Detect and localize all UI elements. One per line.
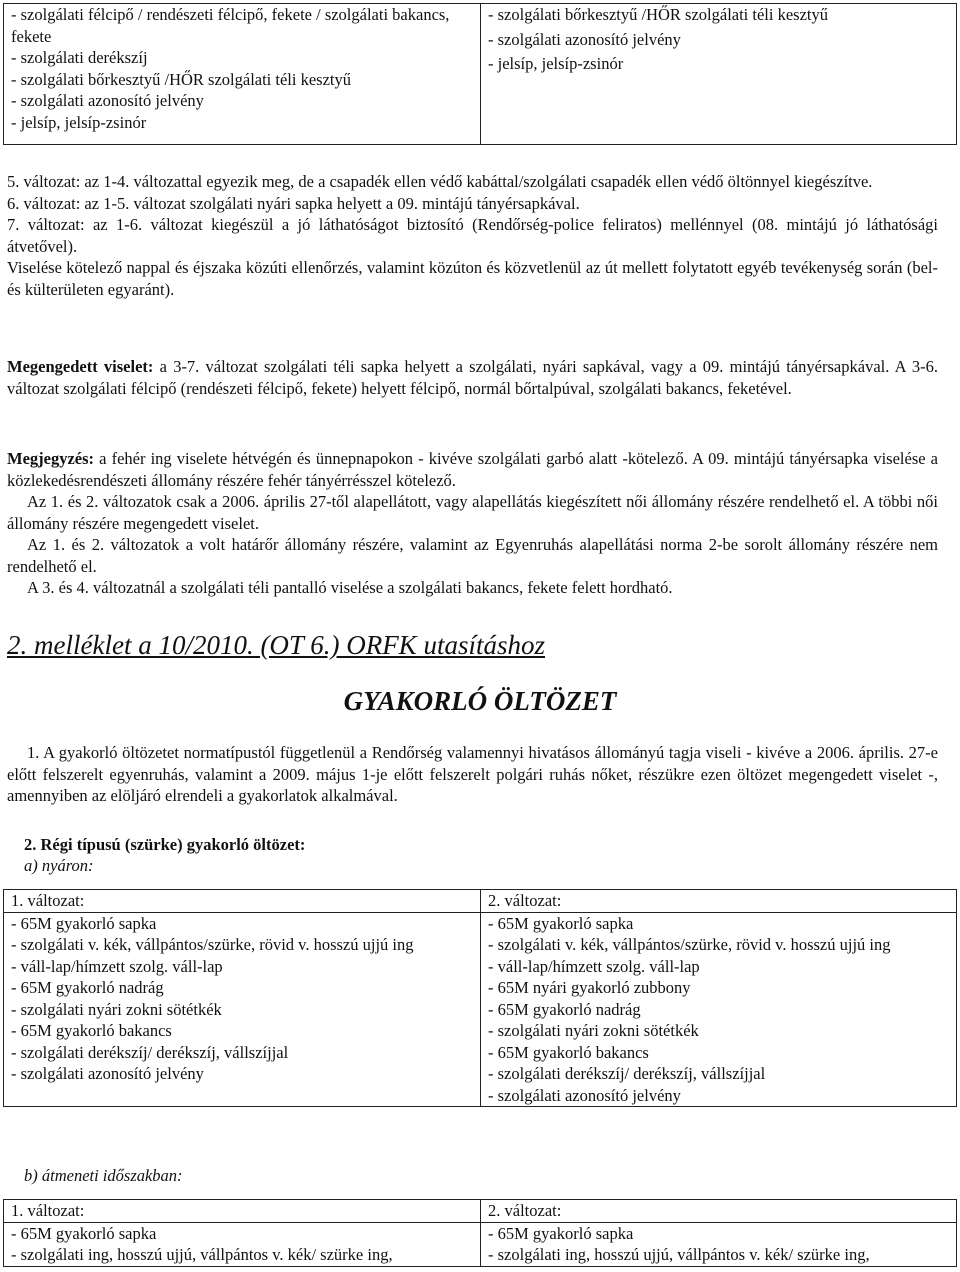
- summer-v2-title: 2. változat:: [481, 890, 957, 913]
- note-section: [7, 448, 938, 599]
- list-item: - szolgálati derékszíj: [11, 48, 148, 67]
- list-item: - szolgálati nyári zokni sötétkék: [11, 999, 222, 1019]
- transition-v1-cell: [4, 1222, 481, 1266]
- top-table-right-cell: [481, 4, 957, 145]
- note-paragraph: Az 1. és 2. változatok a volt határőr állomány részére, valamint az Egyenruhás alapellátási norma 2-be sorolt állomány részére nem rendelhető el.: [7, 535, 938, 576]
- summer-v1-title: 1. változat:: [4, 890, 481, 913]
- list-item: - 65M gyakorló sapka: [11, 913, 157, 933]
- list-item: - szolgálati derékszíj/ derékszíj, vállszíjjal: [488, 1064, 766, 1083]
- list-item: - szolgálati azonosító jelvény: [11, 91, 204, 110]
- list-item: - 65M gyakorló sapka: [488, 913, 634, 933]
- list-item: - 65M gyakorló bakancs: [488, 1042, 649, 1062]
- list-item: - 65M gyakorló sapka: [488, 1223, 634, 1243]
- allowed-text: a 3-7. változat szolgálati téli sapka helyett a szolgálati, nyári sapkával, vagy a 09. mintájú tányérsapkával. A 3-6. változat szolgálati félcipő (rendészeti félcipő, fekete) helyett félcipő, normál bőrtalpúval, szolgálati bakancs, feketével.: [7, 357, 939, 398]
- list-item: - szolgálati ing, hosszú ujjú, vállpántos v. kék/ szürke ing,: [11, 1245, 393, 1264]
- list-item: - jelsíp, jelsíp-zsinór: [11, 112, 147, 132]
- list-item: - szolgálati v. kék, vállpántos/szürke, rövid v. hosszú ujjú ing: [11, 935, 414, 954]
- variants-section: [7, 171, 938, 300]
- top-uniform-table: [3, 3, 957, 145]
- allowed-wear: [7, 356, 938, 399]
- variant-5: 5. változat: az 1-4. változattal egyezik meg, de a csapadék ellen védő kabáttal/szolgálati csapadék ellen védő öltönnyel kiegészítve.: [7, 172, 873, 191]
- list-item: - szolgálati nyári zokni sötétkék: [488, 1021, 699, 1040]
- list-item: - szolgálati azonosító jelvény: [11, 1064, 204, 1083]
- list-item: - szolgálati azonosító jelvény: [488, 29, 681, 49]
- section-title: GYAKORLÓ ÖLTÖZET: [343, 686, 617, 716]
- annex-title: 2. melléklet a 10/2010. (OT 6.) ORFK utasításhoz: [7, 630, 545, 660]
- transition-v1-title: 1. változat:: [4, 1200, 481, 1223]
- list-item: - 65M gyakorló sapka: [11, 1223, 157, 1243]
- list-item: - váll-lap/hímzett szolg. váll-lap: [11, 956, 223, 976]
- summer-v1-cell: [4, 912, 481, 1107]
- transition-v2-title: 2. változat:: [481, 1200, 957, 1223]
- list-item: - szolgálati derékszíj/ derékszíj, vállszíjjal: [11, 1042, 289, 1062]
- intro-paragraph: 1. A gyakorló öltözetet normatípustól függetlenül a Rendőrség valamennyi hivatásos állományú tagja viseli - kivéve a 2006. április. 27-e előtt felszerelt egyenruhás, valamint a 2009. május 1-je előtt felszerelt polgári ruhás nőket, részükre ezen öltözet megengedett viselet -, amennyiben az elöljáró elrendeli a gyakorlatok alkalmával.: [7, 743, 938, 805]
- list-item: - 65M gyakorló nadrág: [11, 978, 164, 997]
- list-item: - jelsíp, jelsíp-zsinór: [488, 54, 624, 73]
- transition-variants-table: [3, 1199, 957, 1267]
- variant-6: 6. változat: az 1-5. változat szolgálati nyári sapka helyett a 09. mintájú tányérsapkával.: [7, 193, 580, 213]
- note-paragraph: Az 1. és 2. változatok csak a 2006. április 27-től alapellátott, vagy alapellátás kiegészített női állomány részére rendelhető el. A többi női állomány részére megengedett viselet.: [7, 492, 938, 533]
- variant-7: 7. változat: az 1-6. változat kiegészül a jó láthatóságot biztosító (Rendőrség-police feliratos) mellénnyel (08. mintájú jó láthatósági átvetővel).: [7, 215, 938, 256]
- note-label: Megjegyzés:: [7, 449, 95, 468]
- list-item: - 65M gyakorló nadrág: [488, 999, 641, 1019]
- note-text: a fehér ing viselete hétvégén és ünnepnapokon - kivéve szolgálati garbó alatt -kötelező. A 09. mintájú tányérsapka viselése a közlekedésrendészeti állomány részére fehér tányérrésszel kötelező.: [7, 449, 938, 490]
- allowed-label: Megengedett viselet:: [7, 357, 154, 376]
- list-item: - szolgálati bőrkesztyű /HŐR szolgálati téli kesztyű: [488, 5, 828, 24]
- old-type-heading: 2. Régi típusú (szürke) gyakorló öltözet:: [24, 835, 306, 854]
- usage-text: Viselése kötelező nappal és éjszaka közúti ellenőrzés, valamint közúton és közvetlenül az út mellett folytatott egyéb tevékenység során (bel- és külterületen egyaránt).: [7, 258, 938, 299]
- list-item: - 65M nyári gyakorló zubbony: [488, 978, 691, 997]
- list-item: - szolgálati bőrkesztyű /HŐR szolgálati téli kesztyű: [11, 69, 351, 89]
- list-item: - szolgálati félcipő / rendészeti félcipő, fekete / szolgálati bakancs, fekete: [11, 5, 450, 46]
- list-item: - 65M gyakorló bakancs: [11, 1021, 172, 1040]
- list-item: - szolgálati ing, hosszú ujjú, vállpántos v. kék/ szürke ing,: [488, 1245, 870, 1264]
- transition-v2-cell: [481, 1222, 957, 1266]
- summer-label: a) nyáron:: [24, 856, 94, 875]
- note-paragraph: A 3. és 4. változatnál a szolgálati téli pantalló viselése a szolgálati bakancs, fekete felett hordható.: [27, 578, 673, 597]
- summer-variants-table: [3, 889, 957, 1107]
- summer-v2-cell: [481, 912, 957, 1107]
- list-item: - szolgálati v. kék, vállpántos/szürke, rövid v. hosszú ujjú ing: [488, 935, 891, 954]
- transition-label: b) átmeneti időszakban:: [24, 1166, 183, 1185]
- list-item: - szolgálati azonosító jelvény: [488, 1085, 681, 1105]
- top-table-left-cell: [4, 4, 481, 145]
- list-item: - váll-lap/hímzett szolg. váll-lap: [488, 956, 700, 976]
